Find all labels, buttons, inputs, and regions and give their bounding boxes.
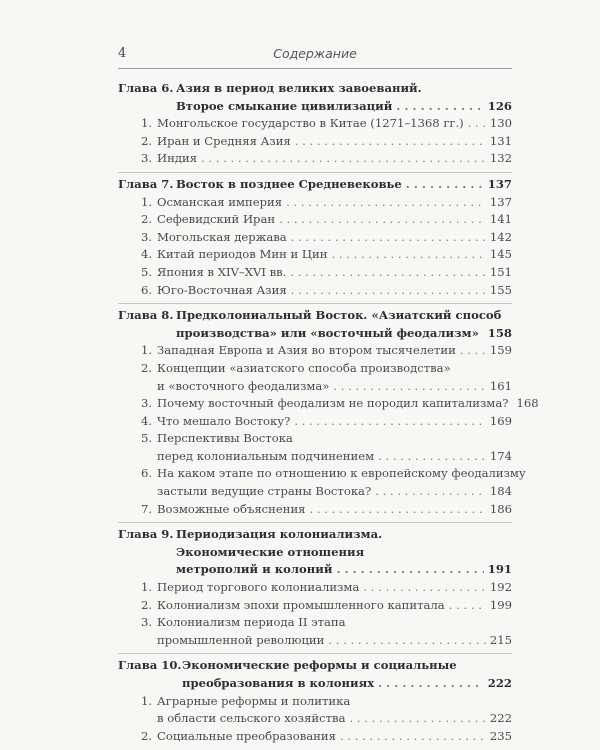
- toc-chapter: [118, 172, 512, 299]
- item-line: [118, 211, 512, 229]
- item-number: 4.: [140, 413, 152, 428]
- dot-leader: [340, 728, 486, 746]
- item-title: Индия: [157, 151, 198, 166]
- item-page-number: 132: [489, 151, 512, 166]
- item-page-number: 141: [489, 212, 512, 227]
- dot-leader: [286, 194, 486, 212]
- item-title: застыли ведущие страны Востока?: [157, 484, 372, 499]
- toc-chapter: [118, 303, 539, 518]
- item-number: 3.: [140, 615, 152, 630]
- item-number: 2.: [140, 728, 152, 743]
- item-number: 1.: [140, 116, 152, 131]
- toc-chapter: [118, 80, 512, 168]
- item-page-number: 151: [489, 264, 512, 279]
- toc-item[interactable]: [118, 693, 512, 728]
- item-page-number: 192: [489, 580, 512, 595]
- item-number: 1.: [140, 693, 152, 708]
- chapter-page-number: 222: [487, 676, 512, 690]
- chapter-title-line: [118, 80, 512, 98]
- item-number: 6.: [140, 466, 152, 481]
- toc-item[interactable]: [118, 728, 512, 746]
- item-title: Япония в XIV–XVI вв.: [157, 264, 287, 279]
- toc-item[interactable]: [118, 579, 512, 597]
- item-line: [118, 133, 512, 151]
- chapter-title-line: [118, 675, 512, 693]
- item-line: [118, 430, 512, 448]
- item-title: Колониализм эпохи промышленного капитала: [157, 597, 445, 612]
- dot-leader: [310, 501, 486, 519]
- dot-leader: [291, 229, 486, 247]
- item-number: 3.: [140, 396, 152, 411]
- item-title: Аграрные реформы и политика: [157, 693, 351, 708]
- chapter-page-number: 191: [487, 562, 512, 577]
- item-line: [118, 115, 512, 133]
- item-title: Сефевидский Иран: [157, 212, 276, 227]
- item-number: 6.: [140, 282, 152, 297]
- toc-item[interactable]: [118, 413, 512, 431]
- running-header: [118, 46, 512, 69]
- toc-item[interactable]: [118, 282, 512, 300]
- toc-item[interactable]: [118, 614, 512, 649]
- chapter-label: Глава 7.: [118, 176, 174, 191]
- item-page-number: 168: [516, 396, 539, 411]
- item-page-number: 169: [489, 413, 512, 428]
- toc-item[interactable]: [118, 360, 512, 395]
- table-of-contents: [118, 80, 539, 745]
- item-line: [118, 378, 512, 396]
- chapter-page-number: 137: [487, 176, 512, 191]
- chapter-title-line: [118, 544, 512, 562]
- item-title: На каком этапе по отношению к европейскому феодализму: [157, 466, 526, 481]
- chapter-title-line: [118, 526, 512, 544]
- chapter-page-number: 158: [487, 325, 512, 340]
- chapter-heading[interactable]: [118, 526, 512, 579]
- item-page-number: 130: [489, 116, 512, 131]
- item-number: 1.: [140, 580, 152, 595]
- item-title: Концепции «азиатского способа производства»: [157, 360, 451, 375]
- toc-item[interactable]: [118, 115, 512, 133]
- toc-item[interactable]: [118, 246, 512, 264]
- item-line: [118, 264, 512, 282]
- dot-leader: [350, 710, 486, 728]
- chapter-title-line: [118, 307, 512, 325]
- dot-leader: [291, 282, 486, 300]
- item-line: [118, 448, 512, 466]
- item-page-number: 186: [489, 501, 512, 516]
- item-title: и «восточного феодализма»: [157, 378, 330, 393]
- item-number: 2.: [140, 360, 152, 375]
- chapter-page-number: 126: [487, 98, 512, 113]
- item-line: [118, 229, 512, 247]
- item-line: [118, 501, 512, 519]
- item-page-number: 174: [489, 448, 512, 463]
- chapter-title-line: [118, 325, 512, 343]
- item-line: [118, 395, 539, 413]
- chapter-title: Экономические отношения: [176, 544, 365, 559]
- item-page-number: 184: [489, 484, 512, 499]
- dot-leader: [333, 378, 485, 396]
- dot-leader: [483, 325, 484, 343]
- item-title: Почему восточный феодализм не породил капитализма?: [157, 396, 509, 411]
- chapter-title: преобразования в колониях: [182, 676, 375, 690]
- toc-item[interactable]: [118, 211, 512, 229]
- toc-item[interactable]: [118, 430, 512, 465]
- item-line: [118, 632, 512, 650]
- item-line: [118, 597, 512, 615]
- chapter-title-line: [118, 561, 512, 579]
- toc-item[interactable]: [118, 597, 512, 615]
- dot-leader: [375, 483, 486, 501]
- item-line: [118, 150, 512, 168]
- item-title: Юго-Восточная Азия: [157, 282, 287, 297]
- item-line: [118, 360, 512, 378]
- item-title: Что мешало Востоку?: [157, 413, 291, 428]
- toc-item[interactable]: [118, 395, 539, 413]
- item-title: Османская империя: [157, 194, 283, 209]
- item-number: 1.: [140, 343, 152, 358]
- toc-item[interactable]: [118, 133, 512, 151]
- toc-item[interactable]: [118, 501, 512, 519]
- dot-leader: [460, 342, 486, 360]
- dot-leader: [201, 150, 486, 168]
- item-number: 5.: [140, 264, 152, 279]
- item-line: [118, 194, 512, 212]
- toc-item[interactable]: [118, 229, 512, 247]
- dot-leader: [406, 176, 484, 194]
- page-number: 4: [118, 46, 127, 61]
- item-line: [118, 342, 512, 360]
- item-title: Иран и Средняя Азия: [157, 133, 291, 148]
- chapter-heading[interactable]: [118, 80, 512, 115]
- item-line: [118, 282, 512, 300]
- item-page-number: 137: [489, 194, 512, 209]
- chapter-title-line: [118, 98, 512, 116]
- item-number: 3.: [140, 151, 152, 166]
- item-number: 3.: [140, 229, 152, 244]
- item-line: [118, 728, 512, 746]
- toc-item[interactable]: [118, 150, 512, 168]
- item-title: Китай периодов Мин и Цин: [157, 247, 328, 262]
- item-page-number: 199: [489, 597, 512, 612]
- item-title: Колониализм периода II этапа: [157, 615, 346, 630]
- item-title: промышленной революции: [157, 632, 325, 647]
- item-line: [118, 614, 512, 632]
- toc-item[interactable]: [118, 264, 512, 282]
- item-line: [118, 693, 512, 711]
- dot-leader: [363, 579, 486, 597]
- toc-item[interactable]: [118, 194, 512, 212]
- chapter-heading[interactable]: [118, 657, 512, 692]
- item-line: [118, 483, 512, 501]
- dot-leader: [279, 211, 486, 229]
- item-page-number: 145: [489, 247, 512, 262]
- toc-item[interactable]: [118, 465, 526, 500]
- item-line: [118, 246, 512, 264]
- item-title: Монгольское государство в Китае (1271–1368 гг.): [157, 116, 464, 131]
- item-line: [118, 710, 512, 728]
- item-title: Западная Европа и Азия во втором тысячелетии: [157, 343, 456, 358]
- chapter-heading[interactable]: [118, 176, 512, 194]
- dot-leader: [295, 133, 486, 151]
- chapter-heading[interactable]: [118, 307, 512, 342]
- item-title: в области сельского хозяйства: [157, 711, 346, 726]
- item-page-number: 235: [489, 728, 512, 743]
- dot-leader: [328, 632, 485, 650]
- item-line: [118, 413, 512, 431]
- dot-leader: [290, 264, 485, 282]
- item-page-number: 142: [489, 229, 512, 244]
- chapter-label: Глава 10.: [118, 658, 182, 673]
- toc-chapter: [118, 653, 512, 745]
- dot-leader: [294, 413, 486, 431]
- item-number: 2.: [140, 133, 152, 148]
- chapter-title-line: [118, 176, 512, 194]
- dot-leader: [378, 675, 484, 693]
- chapter-title: Второе смыкание цивилизаций: [176, 98, 393, 113]
- item-page-number: 131: [489, 133, 512, 148]
- dot-leader: [336, 561, 483, 579]
- item-page-number: 222: [489, 711, 512, 726]
- chapter-title: Восток в позднее Средневековье: [176, 176, 402, 191]
- item-number: 4.: [140, 247, 152, 262]
- item-number: 2.: [140, 597, 152, 612]
- item-page-number: 155: [489, 282, 512, 297]
- item-number: 5.: [140, 431, 152, 446]
- item-title: Перспективы Востока: [157, 431, 293, 446]
- dot-leader: [331, 246, 485, 264]
- chapter-label: Глава 8.: [118, 308, 174, 323]
- dot-leader: [396, 98, 483, 116]
- chapter-title: метрополий и колоний: [176, 562, 333, 577]
- running-title: Содержание: [273, 46, 357, 61]
- item-title: перед колониальным подчинением: [157, 448, 375, 463]
- item-title: Период торгового колониализма: [157, 580, 360, 595]
- item-number: 2.: [140, 212, 152, 227]
- item-title: Возможные объяснения: [157, 501, 306, 516]
- item-page-number: 159: [489, 343, 512, 358]
- item-title: Социальные преобразования: [157, 728, 336, 743]
- item-line: [118, 465, 526, 483]
- chapter-title: производства» или «восточный феодализм»: [176, 325, 479, 340]
- chapter-title: Азия в период великих завоеваний.: [176, 81, 422, 95]
- dot-leader: [468, 115, 486, 133]
- item-title: Могольская держава: [157, 229, 287, 244]
- chapter-title: Периодизация колониализма.: [176, 527, 383, 542]
- item-number: 1.: [140, 194, 152, 209]
- item-page-number: 161: [489, 378, 512, 393]
- item-page-number: 215: [489, 632, 512, 647]
- chapter-title: Предколониальный Восток. «Азиатский способ: [176, 308, 502, 323]
- chapter-title: Экономические реформы и социальные: [182, 658, 457, 673]
- dot-leader: [449, 597, 486, 615]
- chapter-title-line: [118, 657, 512, 675]
- chapter-label: Глава 6.: [118, 81, 174, 95]
- toc-chapter: [118, 522, 512, 649]
- chapter-label: Глава 9.: [118, 527, 174, 542]
- dot-leader: [378, 448, 486, 466]
- item-number: 7.: [140, 501, 152, 516]
- toc-item[interactable]: [118, 342, 512, 360]
- item-line: [118, 579, 512, 597]
